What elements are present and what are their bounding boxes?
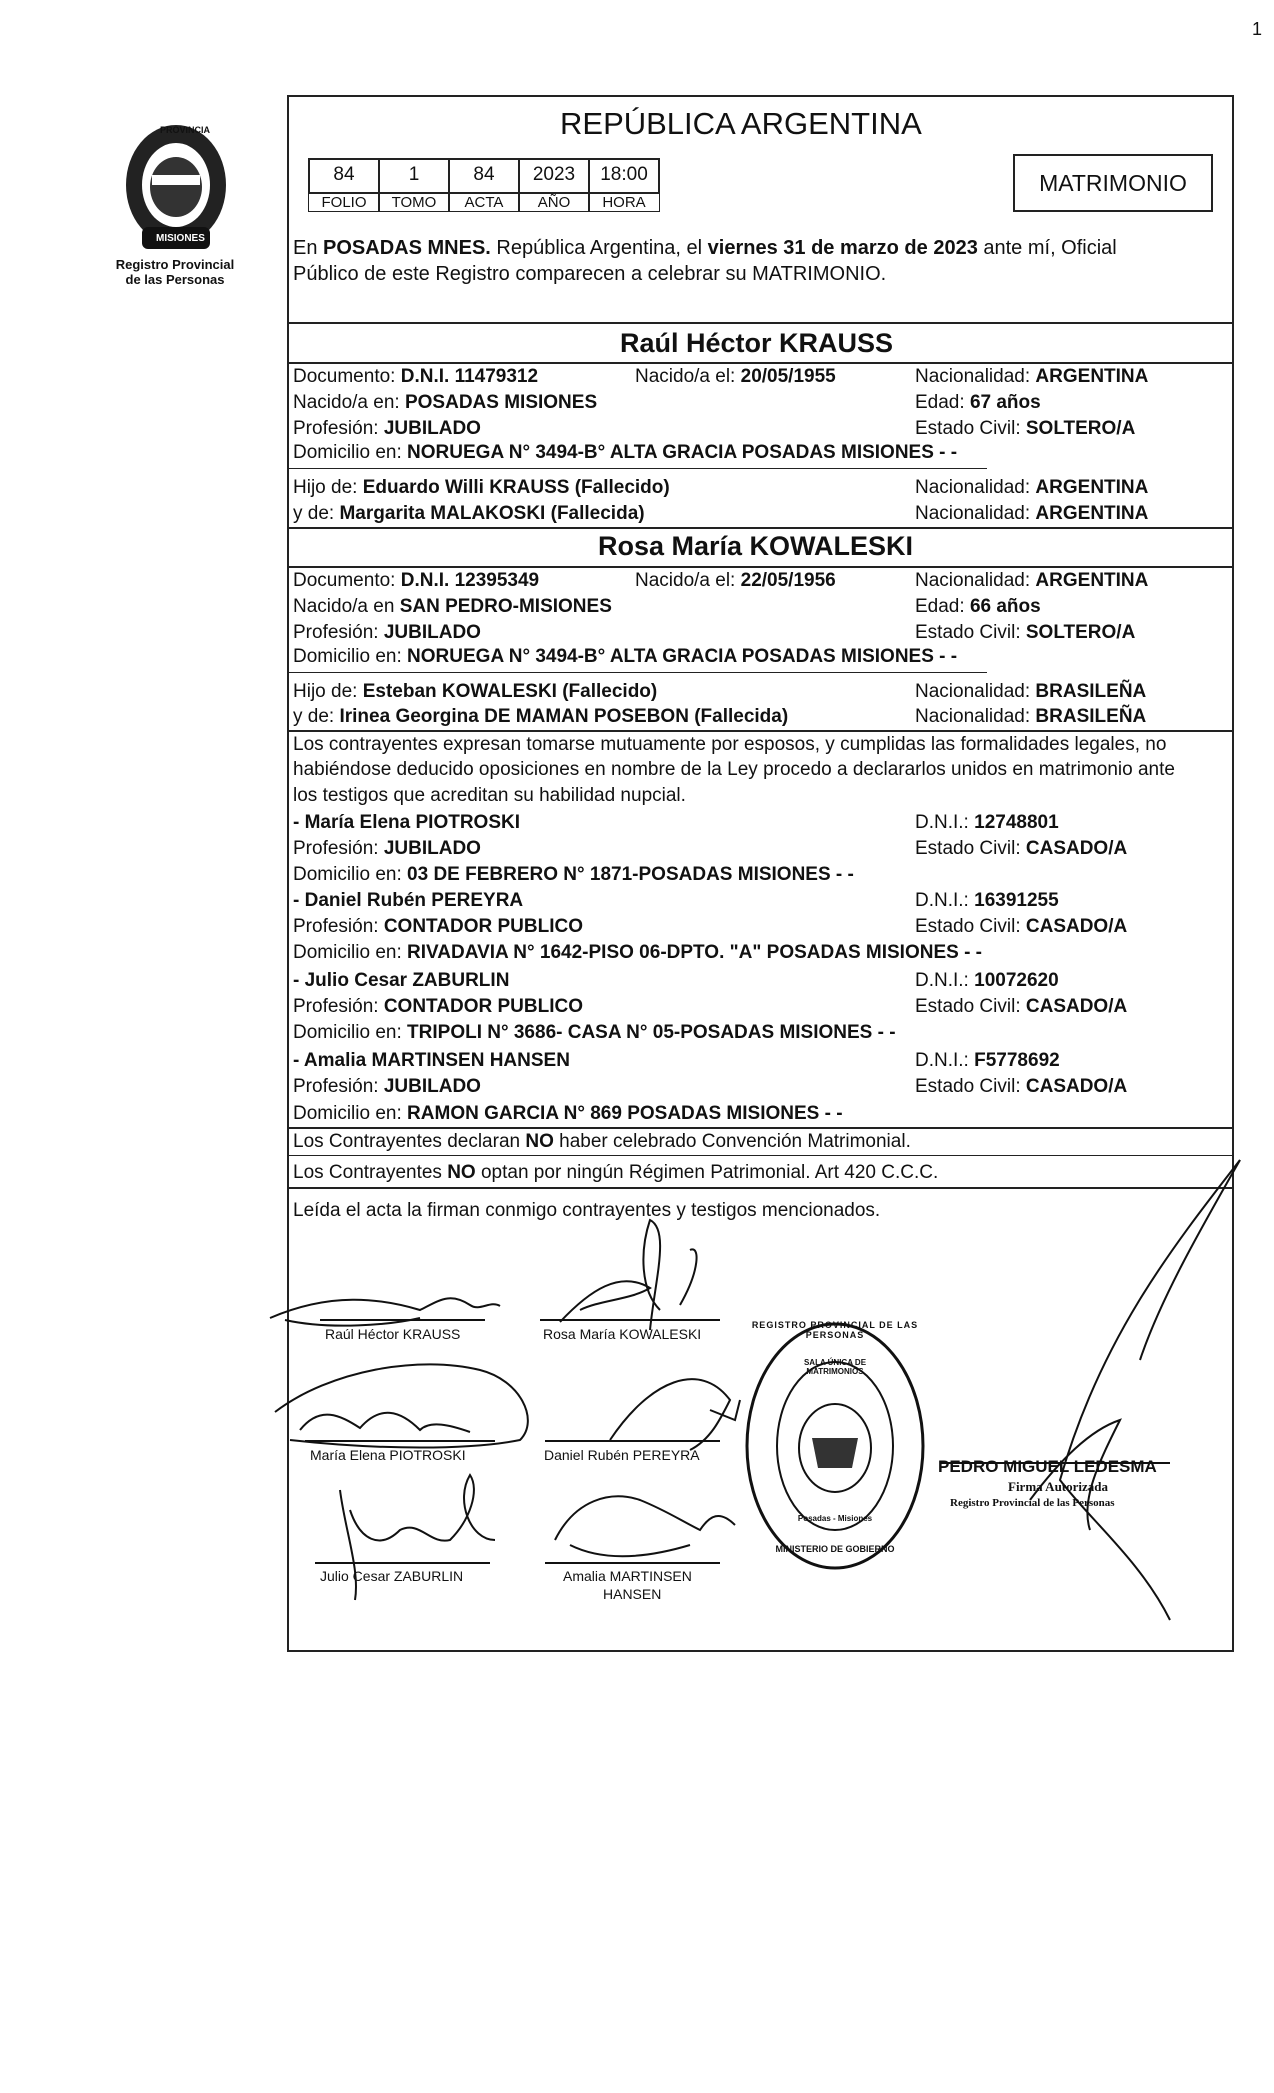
intro-date: viernes 31 de marzo de 2023 bbox=[707, 237, 978, 259]
witness1-address: 03 DE FEBRERO N° 1871-POSADAS MISIONES - - bbox=[407, 864, 854, 885]
witness1-profession: JUBILADO bbox=[383, 838, 481, 859]
declaration-line1: Los contrayentes expresan tomarse mutuamente por esposos, y cumplidas las formalidades legales, no bbox=[293, 734, 1167, 755]
spouse2-mother: Irinea Georgina DE MAMAN POSEBON (Fallecida) bbox=[339, 706, 789, 727]
registry-name-line1: Registro Provincial bbox=[115, 257, 235, 272]
witness4-dni: F5778692 bbox=[974, 1050, 1060, 1071]
spouse2-nationality: ARGENTINA bbox=[1035, 570, 1149, 591]
spouse2-civil-status: SOLTERO/A bbox=[1025, 622, 1136, 643]
spouse1-mother-nationality: ARGENTINA bbox=[1035, 503, 1149, 524]
logo-text-top: PROVINCIA bbox=[160, 125, 211, 135]
acta-label: ACTA bbox=[448, 194, 520, 212]
acta-value: 84 bbox=[448, 158, 520, 194]
witness2-address: RIVADAVIA N° 1642-PISO 06-DPTO. "A" POSADAS MISIONES - - bbox=[407, 942, 983, 963]
spouse2-father: Esteban KOWALESKI (Fallecido) bbox=[362, 681, 658, 702]
stamp-inner-text: SALA ÚNICA DE MATRIMONIOS bbox=[803, 1358, 867, 1376]
spouse2-mother-nationality: BRASILEÑA bbox=[1035, 706, 1147, 727]
signature-name-3: María Elena PIOTROSKI bbox=[310, 1447, 466, 1463]
witness3-civil: CASADO/A bbox=[1025, 996, 1128, 1017]
spouse1-profession: JUBILADO bbox=[383, 418, 481, 439]
registry-logo bbox=[112, 115, 240, 255]
witness4-address: RAMON GARCIA N° 869 POSADAS MISIONES - - bbox=[407, 1103, 843, 1124]
spouse1-name: Raúl Héctor KRAUSS bbox=[620, 328, 894, 358]
registry-name bbox=[100, 257, 250, 287]
witness2-civil: CASADO/A bbox=[1025, 916, 1128, 937]
signature-name-6b: HANSEN bbox=[603, 1586, 662, 1602]
witness2-profession: CONTADOR PUBLICO bbox=[383, 916, 583, 937]
spouse1-father: Eduardo Willi KRAUSS (Fallecido) bbox=[362, 477, 670, 498]
spouse2-profession: JUBILADO bbox=[383, 622, 481, 643]
spouse2-name: Rosa María KOWALESKI bbox=[598, 531, 914, 561]
folio-label: FOLIO bbox=[308, 194, 380, 212]
intro-city: POSADAS MNES. bbox=[323, 237, 491, 259]
act-type-box bbox=[1013, 154, 1213, 212]
official-stamp bbox=[742, 1318, 928, 1574]
regime-line: Los Contrayentes NO optan por ningún Régimen Patrimonial. Art 420 C.C.C. bbox=[293, 1162, 939, 1183]
stamp-city: Posadas - Misiones bbox=[797, 1514, 873, 1523]
official-name: PEDRO MIGUEL LEDESMA bbox=[938, 1457, 1157, 1476]
act-type: MATRIMONIO bbox=[1039, 170, 1187, 196]
official-title: Firma Autorizada bbox=[1008, 1479, 1109, 1494]
spouse1-birth-date: 20/05/1955 bbox=[740, 366, 836, 387]
spouse2-birth-date: 22/05/1956 bbox=[740, 570, 836, 591]
spouse1-birth-place: POSADAS MISIONES bbox=[404, 392, 598, 413]
hora-label: HORA bbox=[588, 194, 660, 212]
hora-value: 18:00 bbox=[588, 158, 660, 194]
witness3-address: TRIPOLI N° 3686- CASA N° 05-POSADAS MISIONES - - bbox=[407, 1022, 896, 1043]
witness3-name: - Julio Cesar ZABURLIN bbox=[293, 970, 510, 991]
witness1-name: - María Elena PIOTROSKI bbox=[293, 812, 520, 833]
witness1-dni: 12748801 bbox=[974, 812, 1059, 833]
witness3-dni: 10072620 bbox=[974, 970, 1059, 991]
spouse1-address: NORUEGA N° 3494-B° ALTA GRACIA POSADAS MISIONES - - bbox=[407, 442, 958, 463]
anio-label: AÑO bbox=[518, 194, 590, 212]
witness2-dni: 16391255 bbox=[974, 890, 1059, 911]
spouse2-birth-place: SAN PEDRO-MISIONES bbox=[399, 596, 612, 617]
witness4-profession: JUBILADO bbox=[383, 1076, 481, 1097]
spouse1-age: 67 años bbox=[969, 392, 1041, 413]
declaration-line3: los testigos que acreditan su habilidad nupcial. bbox=[293, 785, 686, 806]
reading-statement: Leída el acta la firman conmigo contrayentes y testigos mencionados. bbox=[293, 1200, 881, 1221]
tomo-value: 1 bbox=[378, 158, 450, 194]
tomo-label: TOMO bbox=[378, 194, 450, 212]
witness2-name: - Daniel Rubén PEREYRA bbox=[293, 890, 524, 911]
logo-text-bottom: MISIONES bbox=[156, 233, 205, 244]
signature-name-5: Julio Cesar ZABURLIN bbox=[320, 1568, 464, 1584]
signature-name-2: Rosa María KOWALESKI bbox=[543, 1326, 702, 1342]
spouse1-nationality: ARGENTINA bbox=[1035, 366, 1149, 387]
country-title: REPÚBLICA ARGENTINA bbox=[560, 106, 922, 141]
witness1-civil: CASADO/A bbox=[1025, 838, 1128, 859]
stamp-outer-text: REGISTRO PROVINCIAL DE LAS PERSONAS bbox=[751, 1320, 919, 1340]
witness4-civil: CASADO/A bbox=[1025, 1076, 1128, 1097]
signature-name-6a: Amalia MARTINSEN bbox=[563, 1568, 692, 1584]
convention-line: Los Contrayentes declaran NO haber celebrado Convención Matrimonial. bbox=[293, 1131, 911, 1152]
stamp-seal-icon bbox=[742, 1318, 928, 1574]
signature-name-4: Daniel Rubén PEREYRA bbox=[544, 1447, 700, 1463]
spouse1-father-nationality: ARGENTINA bbox=[1035, 477, 1149, 498]
witness3-profession: CONTADOR PUBLICO bbox=[383, 996, 583, 1017]
spouse1-dni: D.N.I. 11479312 bbox=[400, 366, 539, 387]
folio-value: 84 bbox=[308, 158, 380, 194]
spouse1-mother: Margarita MALAKOSKI (Fallecida) bbox=[339, 503, 645, 524]
witness4-name: - Amalia MARTINSEN HANSEN bbox=[293, 1050, 570, 1071]
spouse1-civil-status: SOLTERO/A bbox=[1025, 418, 1136, 439]
intro-line1: En POSADAS MNES. República Argentina, el viernes 31 de marzo de 2023 ante mí, Oficial bbox=[293, 237, 1117, 259]
intro-line2: Público de este Registro comparecen a celebrar su MATRIMONIO. bbox=[293, 263, 887, 285]
stamp-bottom-text: MINISTERIO DE GOBIERNO bbox=[775, 1544, 895, 1554]
spouse2-father-nationality: BRASILEÑA bbox=[1035, 681, 1147, 702]
declaration-line2: habiéndose deducido oposiciones en nombre de la Ley procedo a declararlos unidos en matrimonio ante bbox=[293, 759, 1175, 780]
signature-name-1: Raúl Héctor KRAUSS bbox=[325, 1326, 461, 1342]
spouse2-address: NORUEGA N° 3494-B° ALTA GRACIA POSADAS MISIONES - - bbox=[407, 646, 958, 667]
anio-value: 2023 bbox=[518, 158, 590, 194]
page-number: 1 bbox=[1252, 19, 1263, 39]
spouse2-dni: D.N.I. 12395349 bbox=[400, 570, 540, 591]
official-org: Registro Provincial de las Personas bbox=[950, 1497, 1115, 1509]
spouse2-age: 66 años bbox=[969, 596, 1041, 617]
registry-name-line2: de las Personas bbox=[125, 272, 225, 287]
